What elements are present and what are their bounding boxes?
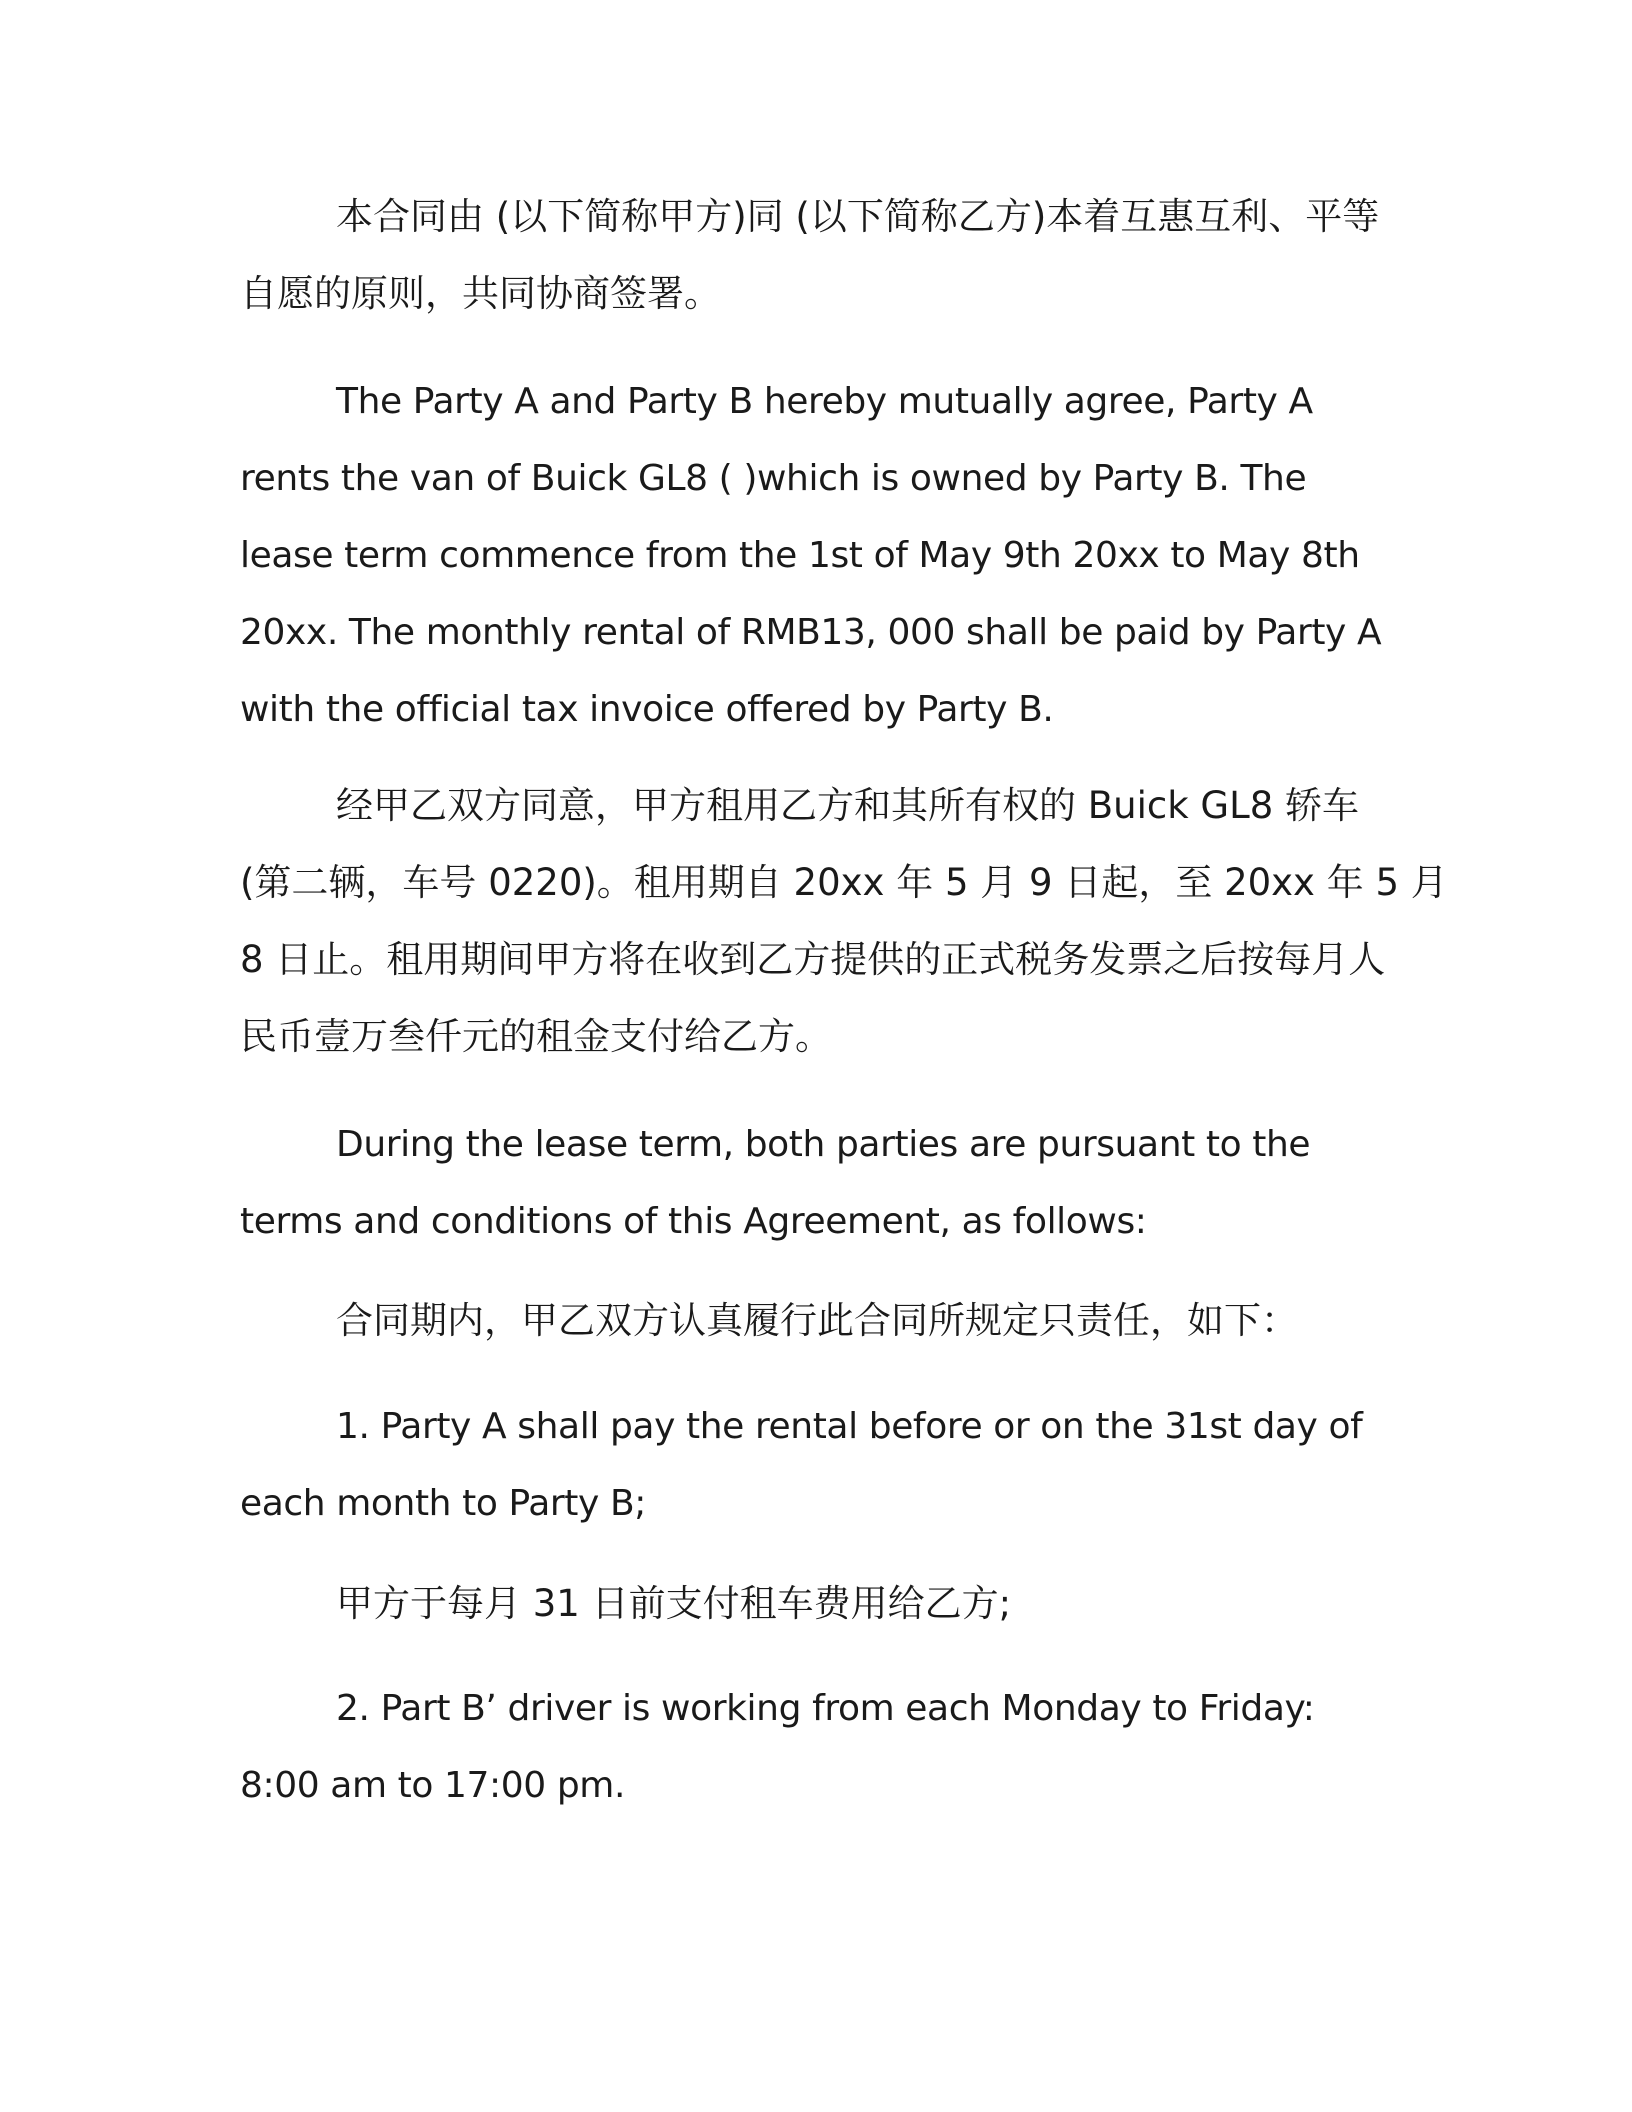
text-line: 20xx. The monthly rental of RMB13, 000 shall be paid by Party A [240,612,1382,653]
text-line: 经甲乙双方同意，甲方租用乙方和其所有权的 Buick GL8 轿车 [336,784,1359,827]
paragraph-clause1-en [240,1388,1400,1542]
text-line: During the lease term, both parties are pursuant to the [336,1124,1311,1165]
text-line: 民币壹万叁仟元的租金支付给乙方。 [240,1015,832,1058]
text-line: 甲方于每月 31 日前支付租车费用给乙方; [336,1582,1012,1625]
text-line: lease term commence from the 1st of May 9th 20xx to May 8th [240,535,1360,576]
text-line: 2. Part B’ driver is working from each Monday to Friday: [336,1688,1315,1729]
paragraph-lease-zh [240,767,1448,1075]
text-line: (第二辆，车号 0220)。租用期自 20xx 年 5 月 9 日起，至 20xx 年 5 月 [240,861,1448,904]
text-line: 本合同由 (以下简称甲方)同 (以下简称乙方)本着互惠互利、平等 [336,195,1380,238]
text-line: with the official tax invoice offered by Party B. [240,689,1054,730]
text-line: 自愿的原则，共同协商签署。 [240,272,721,315]
paragraph-clause2-en [240,1670,1400,1824]
paragraph-clause1-zh [240,1565,1400,1642]
paragraph-intro-zh [240,178,1400,332]
text-line: The Party A and Party B hereby mutually agree, Party A [336,381,1313,422]
text-line: each month to Party B; [240,1483,646,1524]
text-line: rents the van of Buick GL8 ( )which is owned by Party B. The [240,458,1307,499]
text-line: 8:00 am to 17:00 pm. [240,1765,625,1806]
text-line: 合同期内，甲乙双方认真履行此合同所规定只责任，如下： [336,1299,1298,1342]
text-line: terms and conditions of this Agreement, as follows: [240,1201,1147,1242]
paragraph-intro-en [240,363,1400,748]
text-line: 1. Party A shall pay the rental before or on the 31st day of [336,1406,1363,1447]
paragraph-terms-en [240,1106,1400,1260]
text-line: 8 日止。租用期间甲方将在收到乙方提供的正式税务发票之后按每月人 [240,938,1386,981]
paragraph-terms-zh [240,1282,1400,1359]
